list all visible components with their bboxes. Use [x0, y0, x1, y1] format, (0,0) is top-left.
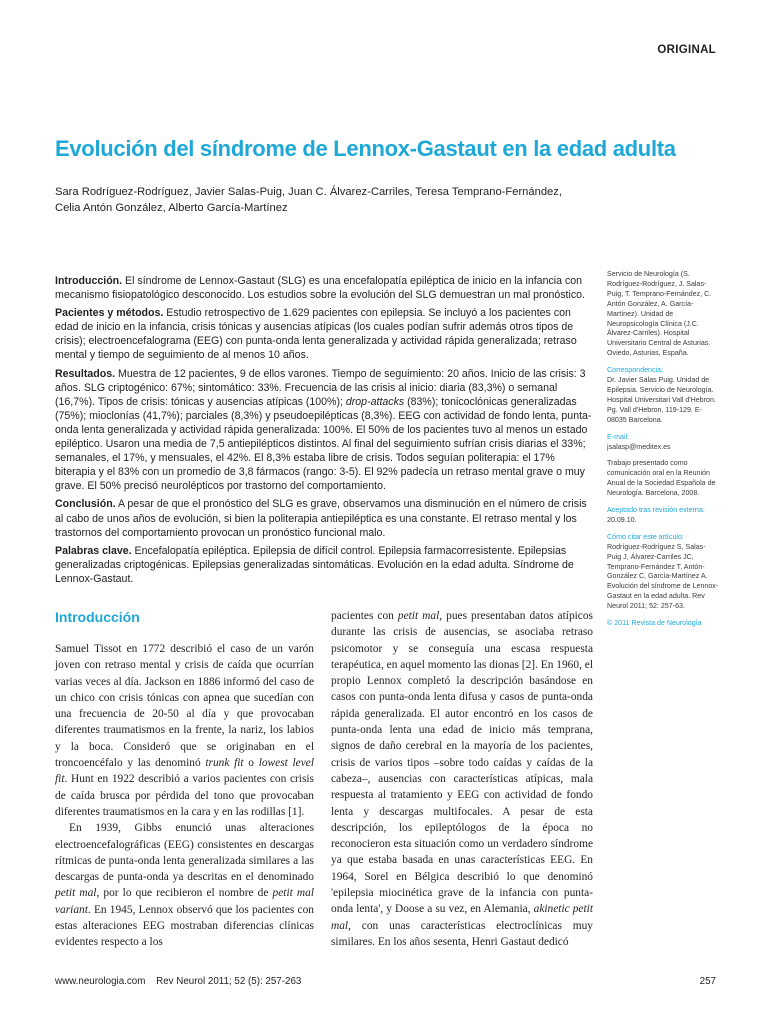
- abstract-text: (83%); tonicoclónicas generalizadas (75%); mioclonías (41,7%); parciales (8,3%) y pseudoepilépticas (8,3%). EEG con actividad de fondo lenta, punta-onda lenta generalizada y actividad rápida generalizada: 100%. El 50% de los pacientes tuvo al menos un estado epiléptico. Usaron una media de 7,5 antiepilépticos distintos. Al final del seguimiento sufrían crisis diarias el 33%; semanales, el 17%, y mensuales, el 42%. El 8,3% estaba libre de crisis. Todos seguían politerapia: el 17% biterapia y el 83% con un promedio de 3,8 fármacos (rango: 3-5). El 92% padecía un retraso mental grave o muy grave. El 50% precisó neurolépticos por trastorno del comportamiento.: [55, 395, 592, 493]
- sidebar-heading: Cómo citar este artículo:: [607, 532, 684, 541]
- page-number: 257: [699, 976, 716, 987]
- citation-block: [607, 533, 719, 612]
- copyright-text: © 2011 Revista de Neurología: [607, 619, 702, 628]
- sidebar-heading: Aceptado tras revisión externa:: [607, 506, 705, 515]
- body-text: En 1939, Gibbs enunció unas alteraciones electroencefalográficas (EEG) consistentes en descargas rítmicas de punta-onda lenta generalizada similares a las descargas de punta-onda ya descritas en el denominado: [55, 822, 314, 884]
- body-paragraph: [331, 608, 593, 950]
- sidebar-heading: E-mail:: [607, 432, 630, 441]
- italic-term: trunk fit: [205, 757, 244, 770]
- acceptance-date: [607, 506, 719, 526]
- abstract-results: [55, 367, 593, 494]
- italic-term: petit mal: [397, 610, 440, 622]
- abstract: [55, 274, 593, 590]
- body-text: Samuel Tissot en 1772 describió el caso de un varón joven con retraso mental y crisis de caída que ocurrían varias veces al día. Jackson en 1886 informó del caso de un chico con crisis tónicas con apnea que sucedían con una frecuencia de 20-50 al día y que provocaban diferentes traumatismos en la frente, la nariz, los labios y la boca. Consideró que se originaban en el troncoencéfalo y las denominó: [55, 643, 314, 770]
- abstract-text: El síndrome de Lennox-Gastaut (SLG) es una encefalopatía epiléptica de inicio en la infancia con mecanismo fisiopatológico desconocido. Los estudios sobre la evolución del SLG demuestran un mal pronóstico.: [55, 275, 585, 302]
- abstract-conclusion: [55, 497, 593, 539]
- abstract-italic-term: drop-attacks: [345, 395, 405, 408]
- abstract-text: Encefalopatía epiléptica. Epilepsia de difícil control. Epilepsia farmacorresistente. Epilepsias generalizadas criptogénicas. Epilepsias generalizadas sintomáticas. Evolución en la edad adulta. Síndrome de Lennox-Gastaut.: [55, 544, 574, 585]
- presentation-note: Trabajo presentado como comunicación oral en la Reunión Anual de la Sociedad Española de Neurología. Barcelona, 2008.: [607, 459, 716, 498]
- affiliation: Servicio de Neurología (S. Rodríguez-Rodríguez, J. Salas-Puig, T. Temprano-Fernández, C. Antón González, A. García-Martínez). Unidad de Neuropsicología Clínica (J.C. Álvarez-Carriles). Hospital Universitario Central de Asturias. Oviedo, Asturias, España.: [607, 270, 712, 358]
- abstract-keywords: [55, 544, 593, 586]
- body-column-left: [55, 641, 314, 951]
- page-footer: [55, 976, 301, 987]
- body-paragraph: [55, 641, 314, 820]
- abstract-methods: [55, 306, 593, 362]
- abstract-label: Conclusión.: [55, 498, 116, 511]
- sidebar-heading: Correspondencia:: [607, 366, 663, 375]
- body-text: . En 1945, Lennox observó que los pacientes con estas alteraciones EEG mostraban diferencias clínicas evidentes respecto a los: [55, 903, 314, 949]
- abstract-label: Introducción.: [55, 275, 123, 287]
- abstract-label: Pacientes y métodos.: [55, 307, 164, 320]
- body-text: pacientes con: [331, 610, 398, 622]
- italic-term: petit mal variant: [55, 887, 314, 916]
- abstract-text: Muestra de 12 pacientes, 9 de ellos varones. Tiempo de seguimiento: 20 años. Inicio de las crisis: 3 años. SLG criptogénico: 67%; sintomático: 33%. Frecuencia de las crisis al inicio: diaria (83,3%) o semanal (16,7%). Tipos de crisis: tónicas y ausencias atípicas (100%);: [55, 367, 586, 408]
- section-heading: Introducción: [55, 609, 140, 625]
- body-text: o: [243, 757, 259, 770]
- email-block: [607, 433, 719, 453]
- authors-line: Celia Antón González, Alberto García-Martínez: [55, 202, 288, 214]
- italic-term: lowest level fit: [55, 757, 314, 786]
- abstract-text: Estudio retrospectivo de 1.629 pacientes con epilepsia. Se incluyó a los pacientes con edad de inicio en la infancia, crisis tónicas y ausencias atípicas (los cuales podían sufrir además otros tipos de crisis); electroencefalograma (EEG) con punta-onda lenta generalizada y actividad rápida generalizada; retraso mental y tiempo de seguimiento de al menos 10 años.: [55, 307, 577, 362]
- journal-citation: Rev Neurol 2011; 52 (5): 257-263: [156, 976, 302, 987]
- abstract-label: Palabras clave.: [55, 544, 132, 557]
- journal-website: www.neurologia.com: [55, 976, 146, 987]
- body-text: . Hunt en 1922 describió a varios pacientes con crisis de caída brusca por pérdida del tono que provocaban diferentes traumatismos en la cara y en las rodillas [1].: [55, 773, 314, 818]
- correspondence-text: Dr. Javier Salas Puig. Unidad de Epilepsia. Servicio de Neurología. Hospital Universitari Vall d'Hebron. Pg. Vall d'Hebron, 119-129. E-08035 Barcelona.: [607, 376, 716, 424]
- italic-term: petit mal: [55, 887, 97, 900]
- body-paragraph: [55, 820, 314, 950]
- email-address: jsalasp@meditex.es: [607, 442, 671, 451]
- body-text: , con unas características electroclínicas muy similares. En los años sesenta, Henri Gastaut dedicó: [331, 919, 593, 948]
- author-list: [55, 184, 615, 216]
- accepted-date-text: 20.09.10.: [607, 515, 637, 524]
- citation-text: Rodríguez-Rodríguez S, Salas-Puig J, Álvarez-Carriles JC, Temprano-Fernández T, Antón-González C, García-Martínez A. Evolución del síndrome de Lennox-Gastaut en la edad adulta. Rev Neurol 2011; 52: 257-63.: [607, 542, 719, 611]
- italic-term: akinetic petit mal: [331, 903, 593, 932]
- body-text: , por lo que recibieron el nombre de: [96, 887, 273, 900]
- article-title: Evolución del síndrome de Lennox-Gastaut en la edad adulta: [55, 136, 676, 161]
- body-text: , pues presentaban datos atípicos durante las crisis de ausencias, se asociaba retraso psicomotor y se conseguía una escasa respuesta terapéutica, en aquel momento las dionas [2]. En 1960, el propio Lennox completó la descripción basándose en casos con punta-onda lenta difusa y casos de punta-onda rápida generalizada. El autor encontró en los casos de punta-onda lenta una edad de inicio más temprana, signos de daño cerebral en la mayoría de los pacientes, crisis de varios tipos –sobre todo caídas y caídas de la cabeza–, ausencias con características atípicas, mala respuesta al tratamiento y EEG con actividad de fondo lenta y descargas multifocales. A pesar de esta descripción, los epileptólogos de la época no reconocieron esta situación como un verdadero síndrome ya que estaba basada en unas características EEG. En 1964, Sorel en Bélgica describió lo que denominó 'epilepsia miocinética grave de la infancia con punta-onda lenta', y Doose a su vez, en Alemania,: [331, 610, 593, 916]
- correspondence: [607, 366, 719, 425]
- body-column-right: [331, 608, 593, 950]
- section-label: ORIGINAL: [657, 44, 716, 56]
- abstract-introduction: [55, 274, 593, 302]
- authors-line: Sara Rodríguez-Rodríguez, Javier Salas-Puig, Juan C. Álvarez-Carriles, Teresa Temprano-Fernández,: [55, 186, 562, 198]
- abstract-text: A pesar de que el pronóstico del SLG es grave, observamos una disminución en el número de crisis al cabo de unos años de evolución, si bien la politerapia antiepiléptica es una constante. El retraso mental y los trastornos del comportamiento provocan un pronóstico funcional malo.: [55, 498, 587, 539]
- abstract-label: Resultados.: [55, 367, 116, 380]
- copyright: [607, 619, 719, 629]
- article-sidebar: [607, 270, 719, 636]
